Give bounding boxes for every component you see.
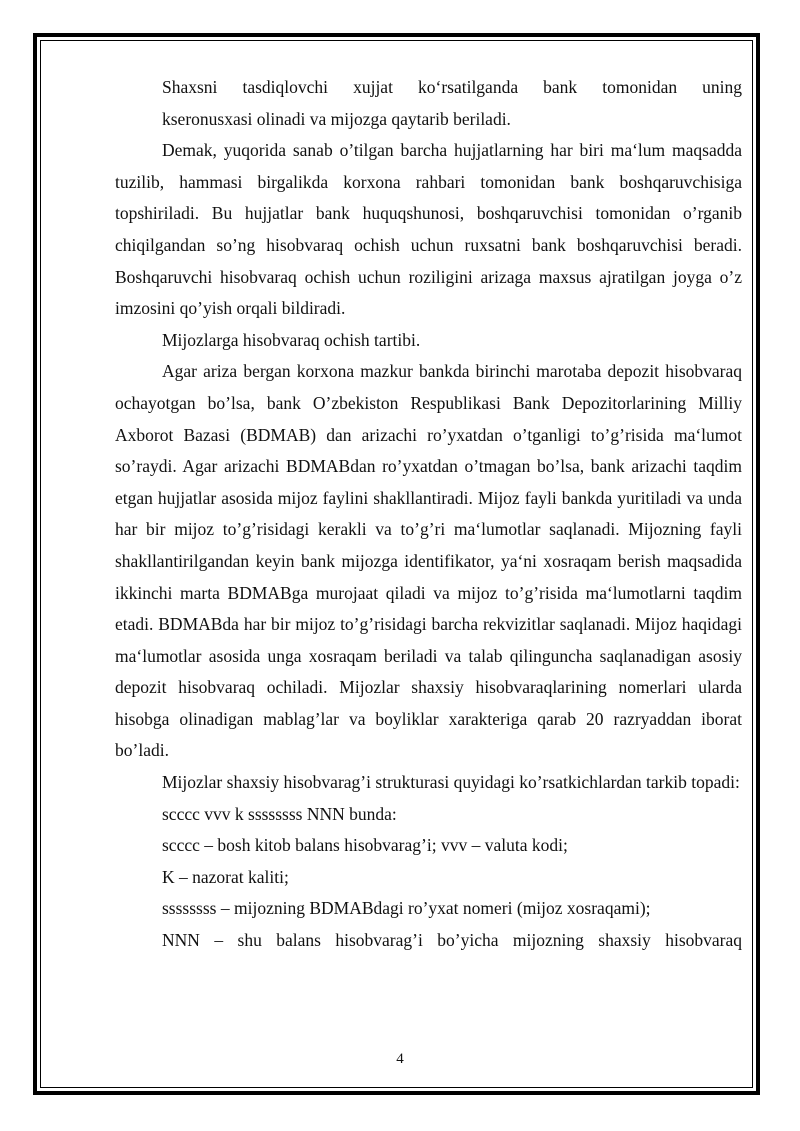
- page-number: 4: [396, 1051, 404, 1067]
- paragraph: Agar ariza bergan korxona mazkur bankda birinchi marotaba depozit hisobvaraq ochayotgan bo’lsa, bank O’zbekiston Respublikasi Bank Depozitorlarining Milliy Axborot Bazasi (BDMAB) dan arizachi ro’yxatdan o’tganligi to’g’risida ma‘lumot so’raydi. Agar arizachi BDMABdan ro’yxatdan o’tmagan bo’lsa, bank arizachi taqdim etgan hujjatlar asosida mijoz faylini shakllantiradi. Mijoz fayli bankda yuritiladi va unda har bir mijoz to’g’risidagi kerakli va to’g’ri ma‘lumotlar saqlanadi. Mijozning fayli shakllantirilgandan keyin bank mijozga identifikator, ya‘ni xosraqam berish maqsadida ikkinchi marta BDMABga murojaat qiladi va mijoz to’g’risida ma‘lumotlarni taqdim etadi. BDMABda har bir mijoz to’g’risidagi barcha rekvizitlar saqlanadi. Mijoz haqidagi ma‘lumotlar asosida unga xosraqam beriladi va talab qilinguncha saqlanadigan asosiy depozit hisobvaraq ochiladi. Mijozlar shaxsiy hisobvaraqlarining nomerlari ularda hisobga olinadigan mablag’lar va boyliklar xarakteriga qarab 20 razryaddan iborat bo’ladi.: [115, 361, 742, 761]
- paragraph-line: Shaxsni tasdiqlovchi xujjat ko‘rsatilganda bank tomonidan uning: [162, 77, 742, 97]
- list-item: NNN – shu balans hisobvarag’i bo’yicha mijozning shaxsiy hisobvaraq: [162, 930, 742, 951]
- section-heading: Mijozlarga hisobvaraq ochish tartibi.: [162, 329, 421, 350]
- document-body: [115, 72, 742, 957]
- paragraph: Demak, yuqorida sanab o’tilgan barcha hujjatlarning har biri ma‘lum maqsadda tuzilib, hammasi birgalikda korxona rahbari tomonidan bank boshqaruvchisiga topshiriladi. Bu hujjatlar bank huquqshunosi, boshqaruvchisi tomonidan o’rganib chiqilgandan so’ng hisobvaraq ochish uchun ruxsatni bank boshqaruvchisi beradi. Boshqaruvchi hisobvaraq ochish uchun roziligini arizaga maxsus ajratilgan joyga o’z imzosini qo’yish orqali bildiradi.: [115, 140, 742, 319]
- list-item: scccc vvv k ssssssss NNN bunda:: [162, 803, 397, 824]
- list-item: K – nazorat kaliti;: [162, 866, 289, 887]
- list-item: scccc – bosh kitob balans hisobvarag’i; vvv – valuta kodi;: [162, 835, 568, 856]
- paragraph-line: kseronusxasi olinadi va mijozga qaytarib beriladi.: [162, 108, 511, 129]
- list-item: ssssssss – mijozning BDMABdagi ro’yxat nomeri (mijoz xosraqami);: [162, 898, 651, 919]
- paragraph: Mijozlar shaxsiy hisobvarag’i strukturasi quyidagi ko’rsatkichlardan tarkib topadi:: [162, 772, 740, 793]
